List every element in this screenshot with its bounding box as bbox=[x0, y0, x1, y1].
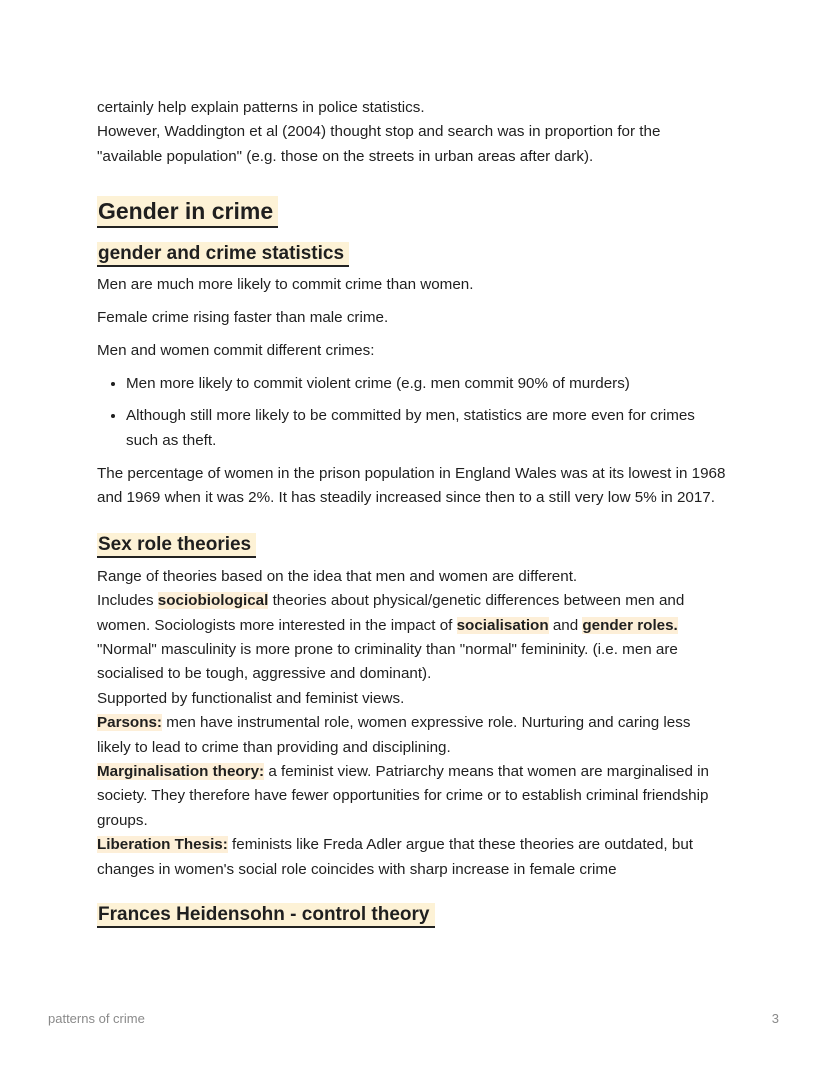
text-span: feminists like Freda Adler argue that these theories are outdated, but changes in women's social role coincides with sharp increase in female crime bbox=[97, 836, 693, 878]
stats-para-2: Female crime rising faster than male crime. bbox=[97, 309, 389, 327]
sexrole-line-2 bbox=[97, 589, 732, 638]
list-item: • Although still more likely to be committed by men, statistics are more even for crimes such as theft. bbox=[126, 404, 696, 453]
heading-gender-crime-statistics: gender and crime statistics bbox=[97, 242, 349, 267]
sexrole-line-1: Range of theories based on the idea that men and women are different. bbox=[97, 567, 578, 585]
stats-para-1: Men are much more likely to commit crime than women. bbox=[97, 276, 474, 294]
text-span: and bbox=[548, 616, 583, 634]
term-liberation-thesis: Liberation Thesis: bbox=[97, 836, 228, 854]
term-gender-roles: gender roles. bbox=[582, 616, 678, 634]
term-sociobiological: sociobiological bbox=[157, 592, 269, 610]
term-marginalisation: Marginalisation theory: bbox=[97, 763, 265, 781]
text-span: Includes bbox=[97, 592, 158, 610]
term-socialisation: socialisation bbox=[456, 616, 549, 634]
sexrole-line-4: Supported by functionalist and feminist views. bbox=[97, 689, 405, 707]
text-span: a feminist view. Patriarchy means that women are marginalised in society. They therefore have fewer opportunities for crime or to establish criminal friendship groups. bbox=[97, 763, 709, 829]
stats-bullet-list bbox=[97, 372, 737, 454]
stats-para-3: Men and women commit different crimes: bbox=[97, 341, 375, 359]
text-span: theories about physical/genetic differences between men and women. Sociologists more interested in the impact of bbox=[97, 592, 685, 634]
footer-document-title: patterns of crime bbox=[48, 1011, 145, 1026]
intro-line-1: certainly help explain patterns in police statistics. bbox=[97, 99, 425, 116]
stats-para-4: The percentage of women in the prison population in England Wales was at its lowest in 1968 and 1969 when it was 2%. It has steadily increased since then to a still very low 5% in 2017. bbox=[97, 464, 726, 507]
sexrole-liberation bbox=[97, 833, 722, 882]
document-page bbox=[97, 96, 737, 928]
term-parsons: Parsons: bbox=[97, 714, 162, 732]
footer-page-number: 3 bbox=[771, 1011, 779, 1026]
heading-sex-role-theories: Sex role theories bbox=[97, 533, 256, 558]
heading-gender-in-crime: Gender in crime bbox=[97, 196, 278, 228]
text-span: men have instrumental role, women expressive role. Nurturing and caring less likely to lead to crime than providing and disciplining. bbox=[97, 714, 691, 756]
intro-line-2: However, Waddington et al (2004) thought stop and search was in proportion for the "available population" (e.g. those on the streets in urban areas after dark). bbox=[97, 123, 661, 165]
sexrole-parsons bbox=[97, 711, 712, 760]
list-item: • Men more likely to commit violent crime (e.g. men commit 90% of murders) bbox=[126, 372, 737, 396]
heading-heidensohn-control-theory: Frances Heidensohn - control theory bbox=[97, 903, 435, 928]
sexrole-marginalisation bbox=[97, 760, 737, 833]
sexrole-line-3: "Normal" masculinity is more prone to criminality than "normal" femininity. (i.e. men are socialised to be tough, aggressive and dominant). bbox=[97, 641, 678, 683]
